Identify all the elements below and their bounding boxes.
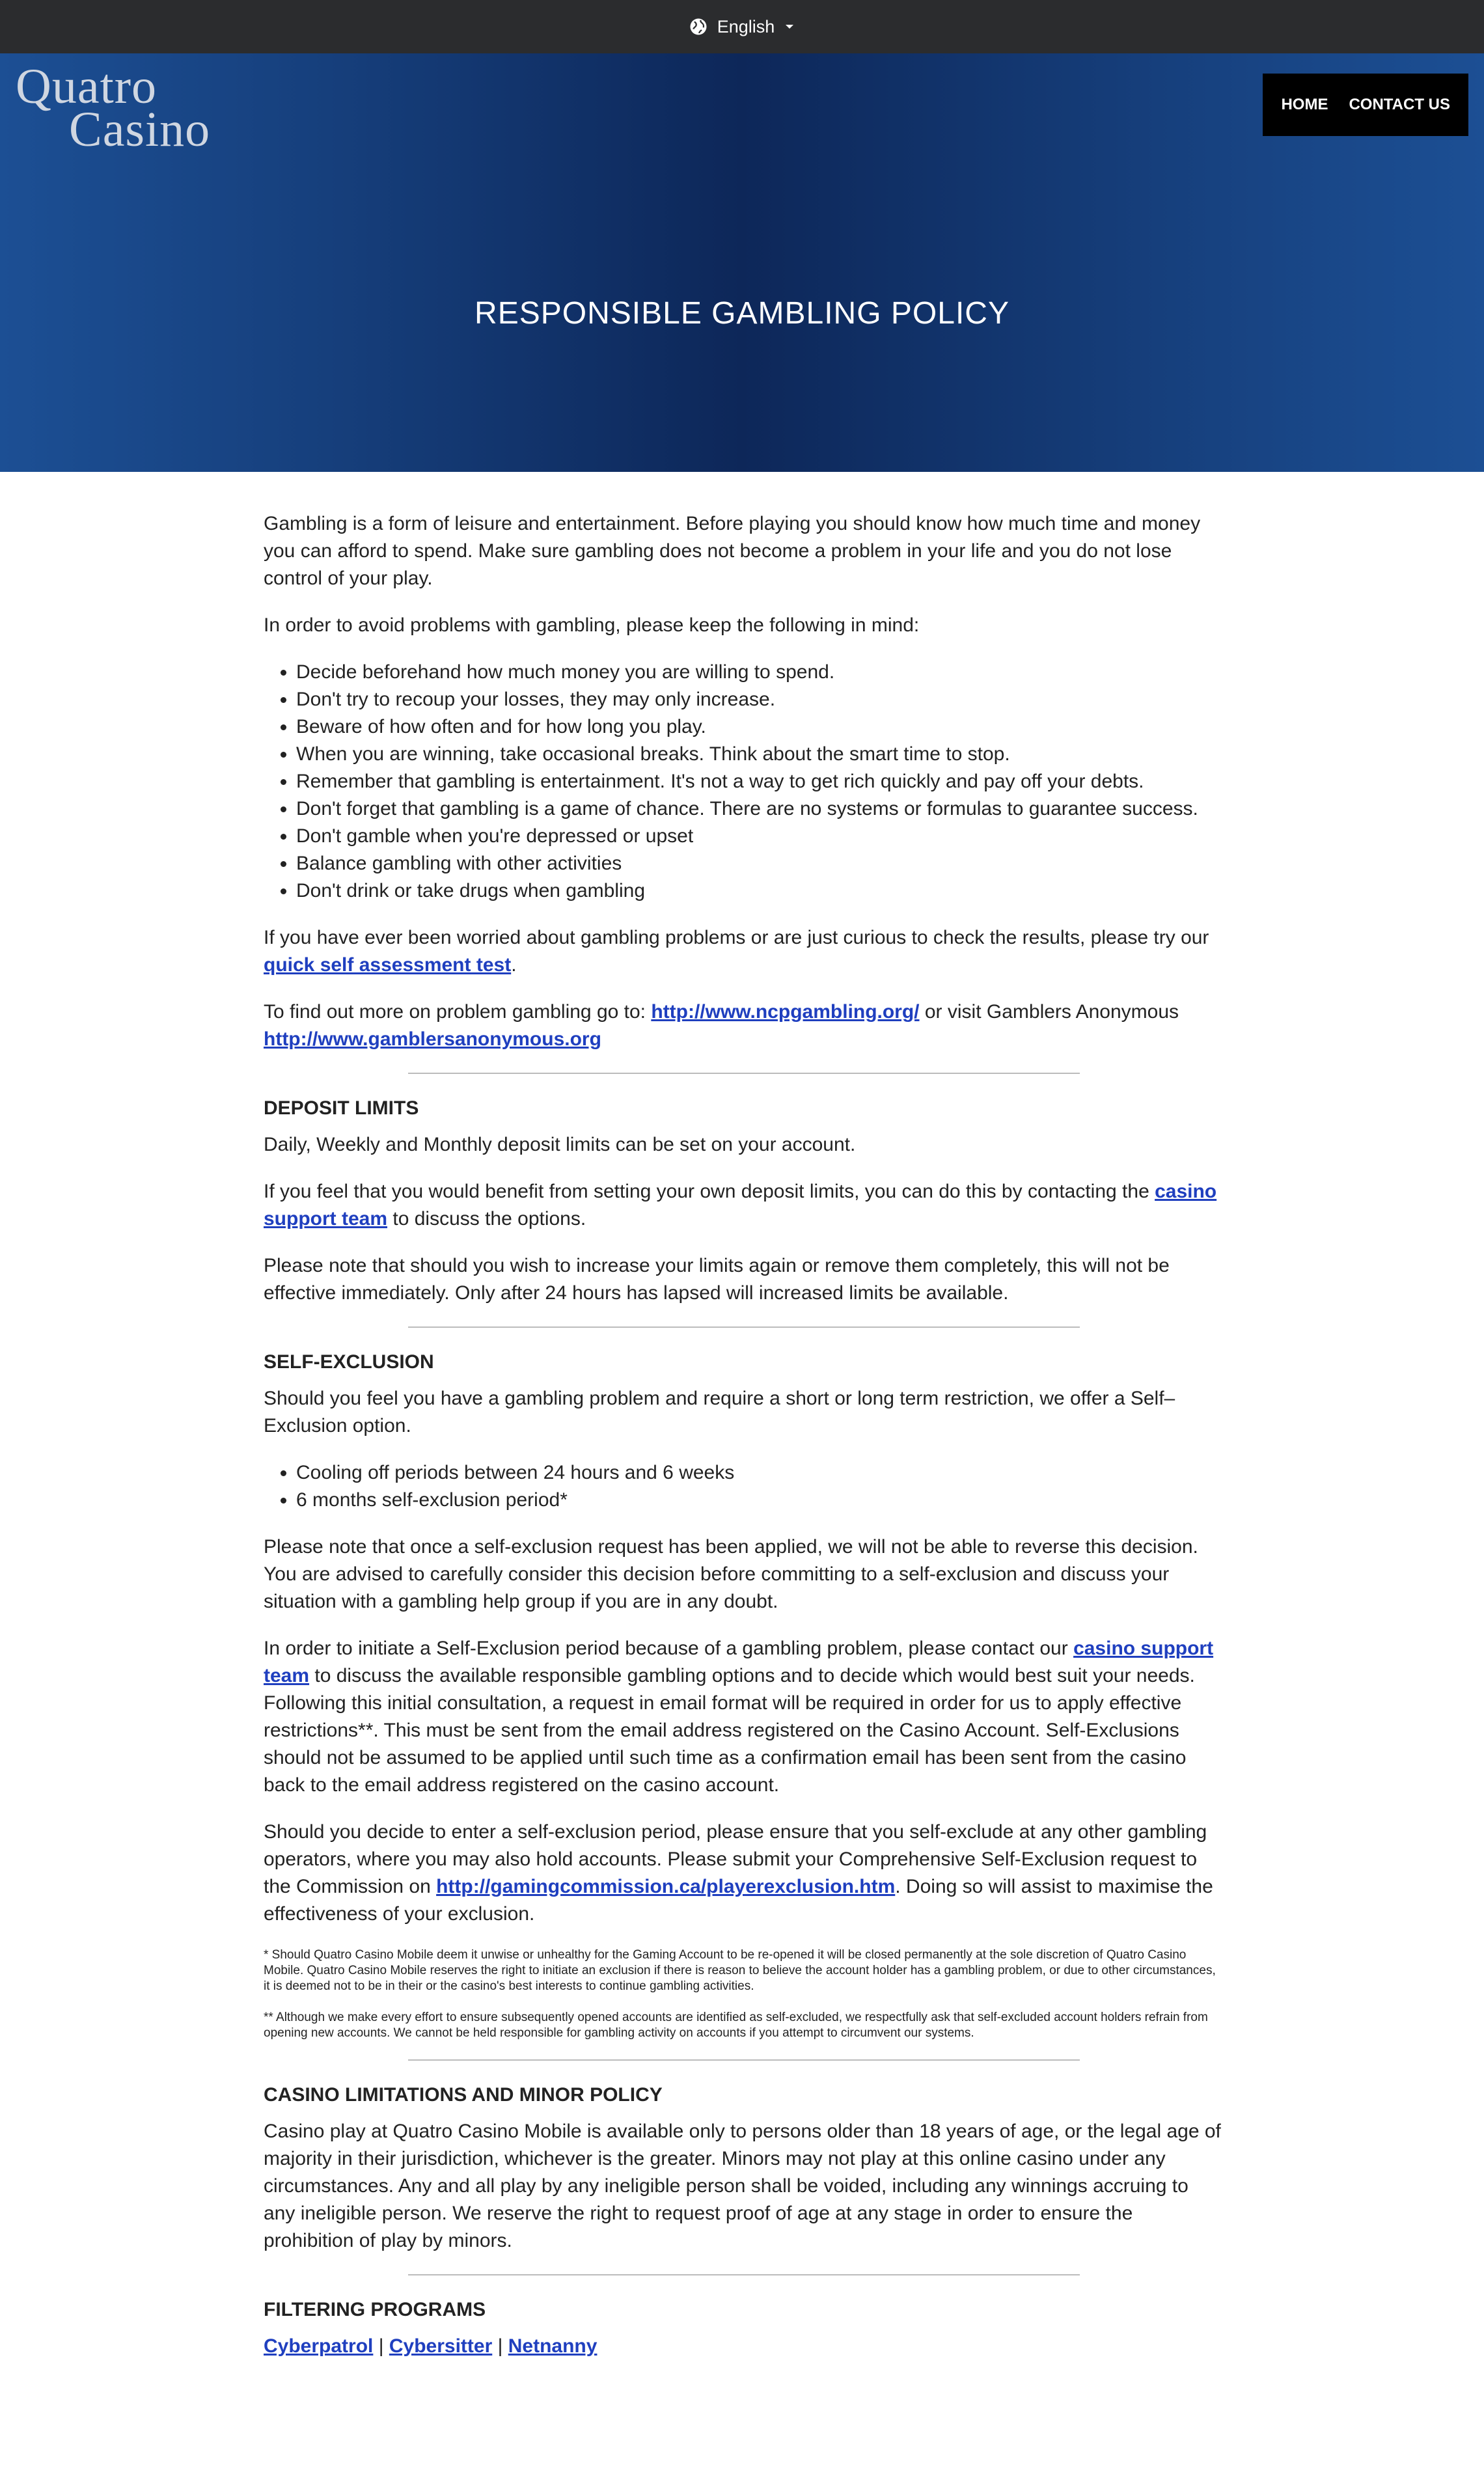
intro-lead: In order to avoid problems with gambling, please keep the following in mind:	[264, 614, 920, 636]
self-assessment-link[interactable]: quick self assessment test	[264, 954, 512, 976]
exclusion-paragraph-2: Please note that once a self-exclusion request has been applied, we will not be able to reverse this decision. You are advised to carefully consider this decision before committing to a self-exclusion and discuss your situation with a gambling help group if you are in any doubt.	[264, 1536, 1198, 1612]
language-label: English	[717, 16, 775, 36]
top-bar	[0, 0, 1484, 53]
exclusion-paragraph-3: In order to initiate a Self-Exclusion period because of a gambling problem, please contact our casino support team to discuss the available responsible gambling options and to decide which would best suit your needs. Following this initial consultation, a request in email format will be required in order for us to apply effective restrictions**. This must be sent from the email address registered on the Casino Account. Self-Exclusions should not be assumed to be applied until such time as a confirmation email has been sent from the casino back to the email address registered on the casino account.	[264, 1638, 1214, 1796]
filtering-heading: FILTERING PROGRAMS	[264, 2299, 486, 2320]
divider	[408, 2274, 1080, 2275]
logo-line-1: Quatro	[16, 59, 158, 114]
page-title: RESPONSIBLE GAMBLING POLICY	[474, 296, 1010, 331]
netnanny-link[interactable]: Netnanny	[508, 2335, 598, 2357]
exclusion-paragraph-4: Should you decide to enter a self-exclusion period, please ensure that you self-exclude at any other gambling operators, where you may also hold accounts. Please submit your Comprehensive Self-Exclusion request to the Commission on http://gamingcommission.ca/playerexclusion.htm. Doing so will assist to maximise the effectiveness of your exclusion.	[264, 1821, 1213, 1925]
list-item: • Don't try to recoup your losses, they may only increase.	[296, 686, 1224, 713]
list-item: • Decide beforehand how much money you are willing to spend.	[296, 659, 1224, 686]
list-item: • Balance gambling with other activities	[296, 850, 1224, 877]
list-item: • Remember that gambling is entertainment. It's not a way to get rich quickly and pay off your debts.	[296, 768, 1224, 795]
resources-paragraph: To find out more on problem gambling go to: http://www.ncpgambling.org/ or visit Gamblers Anonymous http://www.gamblersanonymous.org	[264, 1001, 1179, 1050]
hero-banner	[0, 53, 1484, 472]
self-exclusion-heading: SELF-EXCLUSION	[264, 1351, 434, 1373]
language-selector[interactable]	[689, 17, 796, 37]
nav-home-link[interactable]: HOME	[1281, 96, 1328, 113]
gamblers-anonymous-link[interactable]: http://www.gamblersanonymous.org	[264, 1028, 601, 1050]
deposit-limits-heading: DEPOSIT LIMITS	[264, 1097, 419, 1119]
main-nav	[1263, 74, 1468, 136]
logo-line-2: Casino	[69, 102, 211, 157]
exclusion-options-list	[264, 1459, 1224, 1514]
list-item: • Don't gamble when you're depressed or upset	[296, 823, 1224, 850]
divider	[408, 1326, 1080, 1328]
divider	[408, 2059, 1080, 2061]
quatro-casino-logo[interactable]	[16, 59, 211, 157]
support-team-link[interactable]: casino support team	[264, 1638, 1214, 1686]
exclusion-paragraph-1: Should you feel you have a gambling problem and require a short or long term restriction, we offer a Self–Exclusion option.	[264, 1388, 1175, 1436]
divider	[408, 1073, 1080, 1074]
deposit-paragraph-3: Please note that should you wish to increase your limits again or remove them completely, this will not be effective immediately. Only after 24 hours has lapsed will increased limits be available.	[264, 1255, 1170, 1304]
list-item: • Don't forget that gambling is a game of chance. There are no systems or formulas to guarantee success.	[296, 795, 1224, 823]
list-item: • Cooling off periods between 24 hours and 6 weeks	[296, 1459, 1224, 1487]
cybersitter-link[interactable]: Cybersitter	[389, 2335, 493, 2357]
footnote-2: ** Although we make every effort to ensure subsequently opened accounts are identified as self-excluded, we respectfully ask that self-excluded account holders refrain from opening new accounts. We cannot be held responsible for gambling activity on accounts if you attempt to circumvent our systems.	[264, 2011, 1208, 2040]
list-item: • Beware of how often and for how long you play.	[296, 713, 1224, 741]
deposit-paragraph-1: Daily, Weekly and Monthly deposit limits can be set on your account.	[264, 1134, 856, 1155]
minor-policy-paragraph: Casino play at Quatro Casino Mobile is available only to persons older than 18 years of age, or the legal age of majority in their jurisdiction, whichever is the greater. Minors may not play at this online casino under any circumstances. Any and all play by any ineligible person shall be voided, including any winnings accruing to any ineligible person. We reserve the right to request proof of age at any stage in order to ensure the prohibition of play by minors.	[264, 2121, 1221, 2251]
list-item: • When you are winning, take occasional breaks. Think about the smart time to stop.	[296, 741, 1224, 768]
deposit-paragraph-2: If you feel that you would benefit from setting your own deposit limits, you can do this by contacting the casino support team to discuss the options.	[264, 1181, 1217, 1230]
gaming-commission-link[interactable]: http://gamingcommission.ca/playerexclusion.htm	[436, 1876, 896, 1897]
filtering-links: Cyberpatrol | Cybersitter | Netnanny	[264, 2335, 598, 2357]
globe-icon	[689, 17, 708, 36]
cyberpatrol-link[interactable]: Cyberpatrol	[264, 2335, 374, 2357]
minor-policy-heading: CASINO LIMITATIONS AND MINOR POLICY	[264, 2084, 663, 2106]
policy-content	[264, 510, 1224, 2380]
list-item: • Don't drink or take drugs when gambling	[296, 877, 1224, 905]
footnote-1: * Should Quatro Casino Mobile deem it unwise or unhealthy for the Gaming Account to be re-opened it will be closed permanently at the sole discretion of Quatro Casino Mobile. Quatro Casino Mobile reserves the right to initiate an exclusion if there is reason to believe the account holder has a gambling problem, or due to other circumstances, it is deemed not to be in their or the casino's best interests to continue gambling activities.	[264, 1948, 1216, 1993]
intro-paragraph: Gambling is a form of leisure and entertainment. Before playing you should know how much time and money you can afford to spend. Make sure gambling does not become a problem in your life and you do not lose control of your play.	[264, 513, 1201, 589]
nav-contact-link[interactable]: CONTACT US	[1349, 96, 1450, 113]
support-team-link[interactable]: casino support team	[264, 1181, 1217, 1230]
list-item: • 6 months self-exclusion period*	[296, 1487, 1224, 1514]
caret-down-icon	[784, 23, 795, 31]
tips-list	[264, 659, 1224, 905]
assessment-paragraph: If you have ever been worried about gambling problems or are just curious to check the results, please try our quick self assessment test.	[264, 927, 1209, 976]
ncpgambling-link[interactable]: http://www.ncpgambling.org/	[651, 1001, 920, 1023]
